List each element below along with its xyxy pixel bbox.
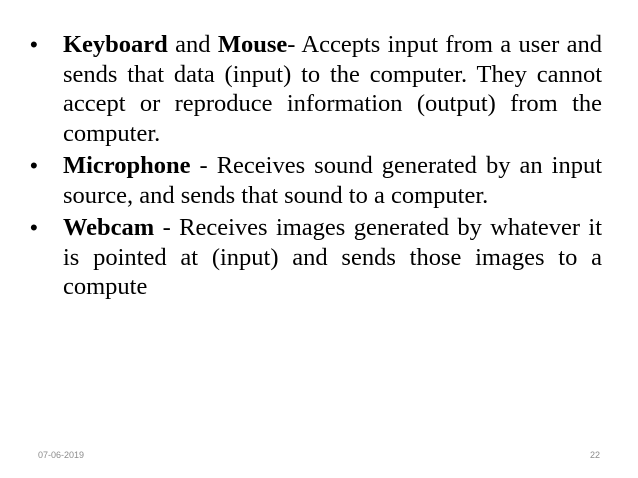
bullet-description: - Accepts input from a user and sends that data (input) to the computer. They cannot accept or reproduce information (output) from the computer. — [63, 31, 602, 147]
footer-page-number: 22 — [589, 450, 600, 460]
bullet-list — [30, 30, 602, 305]
term-keyboard: Keyboard — [63, 31, 168, 58]
term-webcam: Webcam — [63, 214, 155, 241]
bullet-description: - Receives sound generated by an input source, and sends that sound to a computer. — [63, 152, 602, 209]
bullet-description: - Receives images generated by whatever it is pointed at (input) and sends those images to a compute — [63, 214, 602, 300]
footer-date: 07-06-2019 — [38, 450, 85, 460]
bullet-mark: • — [30, 32, 38, 57]
bullet-microphone — [30, 151, 602, 210]
connector-text: and — [167, 31, 218, 58]
bullet-mark: • — [30, 215, 38, 240]
bullet-webcam — [30, 213, 602, 302]
bullet-keyboard-mouse — [30, 30, 602, 148]
term-mouse: Mouse — [217, 31, 288, 58]
bullet-mark: • — [30, 153, 38, 178]
term-microphone: Microphone — [63, 152, 191, 179]
